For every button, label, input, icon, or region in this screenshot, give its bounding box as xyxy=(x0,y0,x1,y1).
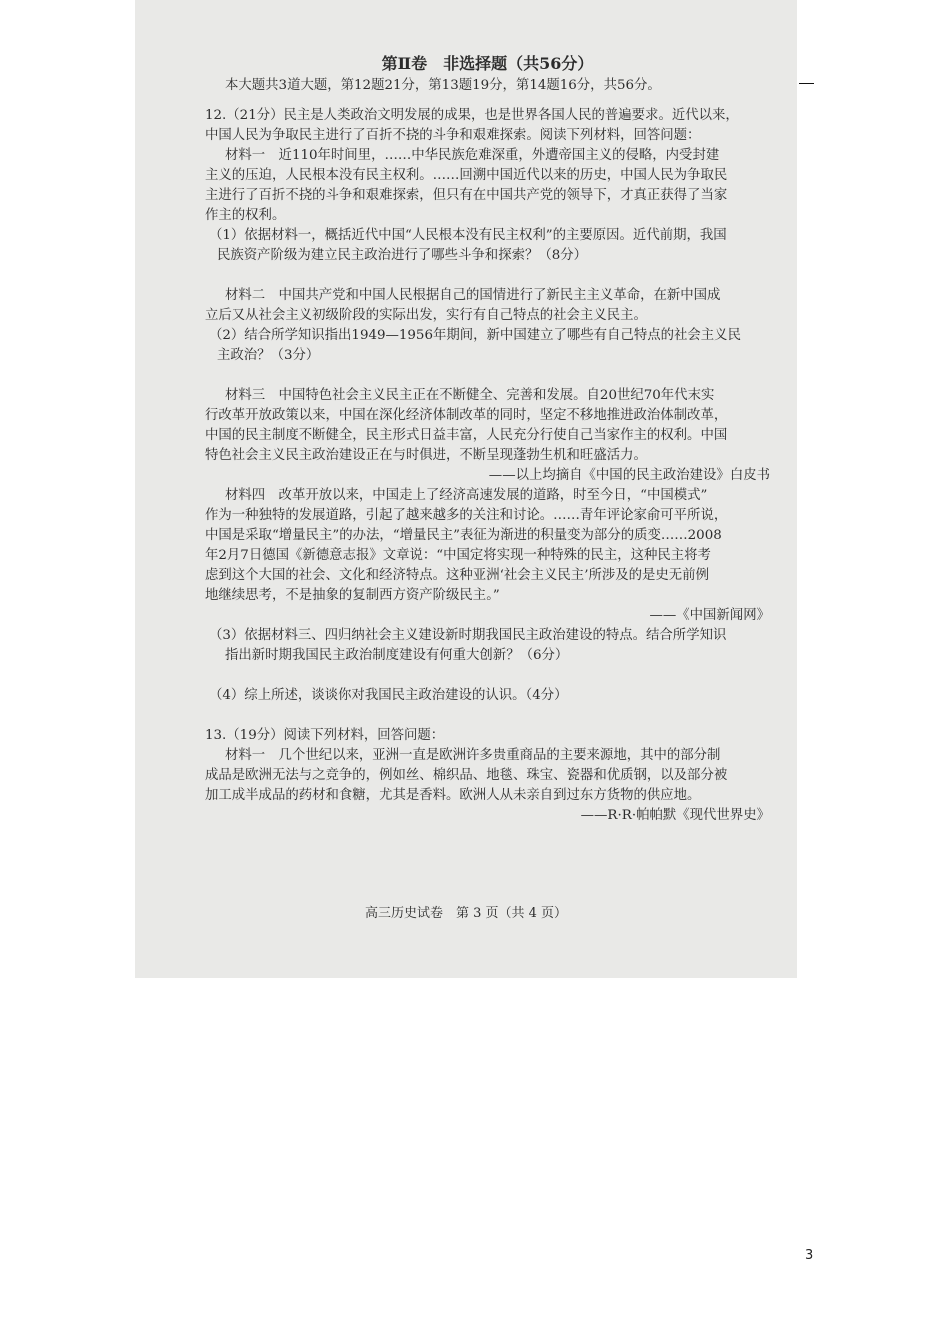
q12-subquestion-4: （4）综上所述，谈谈你对我国民主政治建设的认识。（4分） xyxy=(209,688,568,703)
page-number: 3 xyxy=(805,1248,814,1263)
q12-material4-line: 作为一种独特的发展道路，引起了越来越多的关注和讨论。……青年评论家俞可平所说， xyxy=(205,508,728,523)
q12-material4-source: ——《中国新闻网》 xyxy=(649,608,770,623)
question-13 xyxy=(205,726,770,826)
q12-stem-line: 12.（21分）民主是人类政治文明发展的成果，也是世界各国人民的普遍要求。近代以来， xyxy=(205,108,739,123)
q12-material1-line: 材料一 近110年时间里，……中华民族危难深重，外遭帝国主义的侵略，内受封建 xyxy=(225,148,720,163)
section-title: 第Ⅱ卷 非选择题（共56分） xyxy=(381,54,594,73)
scanned-exam-page xyxy=(135,0,797,978)
question-12 xyxy=(205,106,770,706)
q12-material1-line: 主义的压迫，人民根本没有民主权利。……回溯中国近代以来的历史，中国人民为争取民 xyxy=(205,168,728,183)
q12-material4-line: 地继续思考，不是抽象的复制西方资产阶级民主。” xyxy=(205,588,500,603)
section-intro: 本大题共3道大题，第12题21分，第13题19分，第14题16分，共56分。 xyxy=(225,78,661,93)
q13-material1-line: 加工成半成品的药材和食糖，尤其是香料。欧洲人从未亲自到过东方货物的供应地。 xyxy=(205,788,701,803)
q12-subquestion-2: （2）结合所学知识指出1949—1956年期间，新中国建立了哪些有自己特点的社会主义民 xyxy=(209,328,741,343)
q12-material1-line: 主进行了百折不挠的斗争和艰难探索，但只有在中国共产党的领导下，才真正获得了当家 xyxy=(205,188,728,203)
q12-material2-line: 材料二 中国共产党和中国人民根据自己的国情进行了新民主主义革命，在新中国成 xyxy=(225,288,721,303)
q12-subquestion-1: （1）依据材料一，概括近代中国“人民根本没有民主权利”的主要原因。近代前期，我国 xyxy=(209,228,727,243)
margin-dash xyxy=(799,83,814,84)
exam-footer: 高三历史试卷 第 3 页（共 4 页） xyxy=(364,906,568,921)
q12-material3-source: ——以上均摘自《中国的民主政治建设》白皮书 xyxy=(488,468,770,483)
q13-material1-source: ——R·R·帕帕默《现代世界史》 xyxy=(580,808,770,823)
q12-material2-line: 立后又从社会主义初级阶段的实际出发，实行有自己特点的社会主义民主。 xyxy=(205,308,647,323)
q12-subquestion-2: 主政治？（3分） xyxy=(217,348,320,363)
q12-material4-line: 中国是采取“增量民主”的办法，“增量民主”表征为渐进的积量变为部分的质变……2008 xyxy=(205,528,722,543)
q12-subquestion-3: （3）依据材料三、四归纳社会主义建设新时期我国民主政治建设的特点。结合所学知识 xyxy=(209,628,727,643)
q12-material4-line: 材料四 改革开放以来，中国走上了经济高速发展的道路，时至今日，“中国模式” xyxy=(225,488,708,503)
q12-material3-line: 材料三 中国特色社会主义民主正在不断健全、完善和发展。自20世纪70年代末实 xyxy=(225,388,715,403)
exam-content xyxy=(205,52,770,826)
q12-material3-line: 中国的民主制度不断健全，民主形式日益丰富，人民充分行使自己当家作主的权利。中国 xyxy=(205,428,728,443)
q12-material3-line: 行改革开放政策以来，中国在深化经济体制改革的同时，坚定不移地推进政治体制改革， xyxy=(205,408,728,423)
q12-material4-line: 年2月7日德国《新德意志报》文章说：“中国定将实现一种特殊的民主，这种民主将考 xyxy=(205,548,711,563)
q12-material3-line: 特色社会主义民主政治建设正在与时俱进，不断呈现蓬勃生机和旺盛活力。 xyxy=(205,448,647,463)
q12-material1-line: 作主的权利。 xyxy=(205,208,286,223)
q13-material1-line: 材料一 几个世纪以来，亚洲一直是欧洲许多贵重商品的主要来源地，其中的部分制 xyxy=(225,748,721,763)
q13-stem: 13.（19分）阅读下列材料，回答问题： xyxy=(205,728,445,743)
q12-stem-line: 中国人民为争取民主进行了百折不挠的斗争和艰难探索。阅读下列材料，回答问题： xyxy=(205,128,701,143)
q12-subquestion-3: 指出新时期我国民主政治制度建设有何重大创新？（6分） xyxy=(225,648,569,663)
q12-subquestion-1: 民族资产阶级为建立民主政治进行了哪些斗争和探索？（8分） xyxy=(217,248,588,263)
q12-material4-line: 虑到这个大国的社会、文化和经济特点。这种亚洲‘社会主义民主’所涉及的是史无前例 xyxy=(205,568,709,583)
q13-material1-line: 成品是欧洲无法与之竞争的，例如丝、棉织品、地毯、珠宝、瓷器和优质钢，以及部分被 xyxy=(205,768,728,783)
